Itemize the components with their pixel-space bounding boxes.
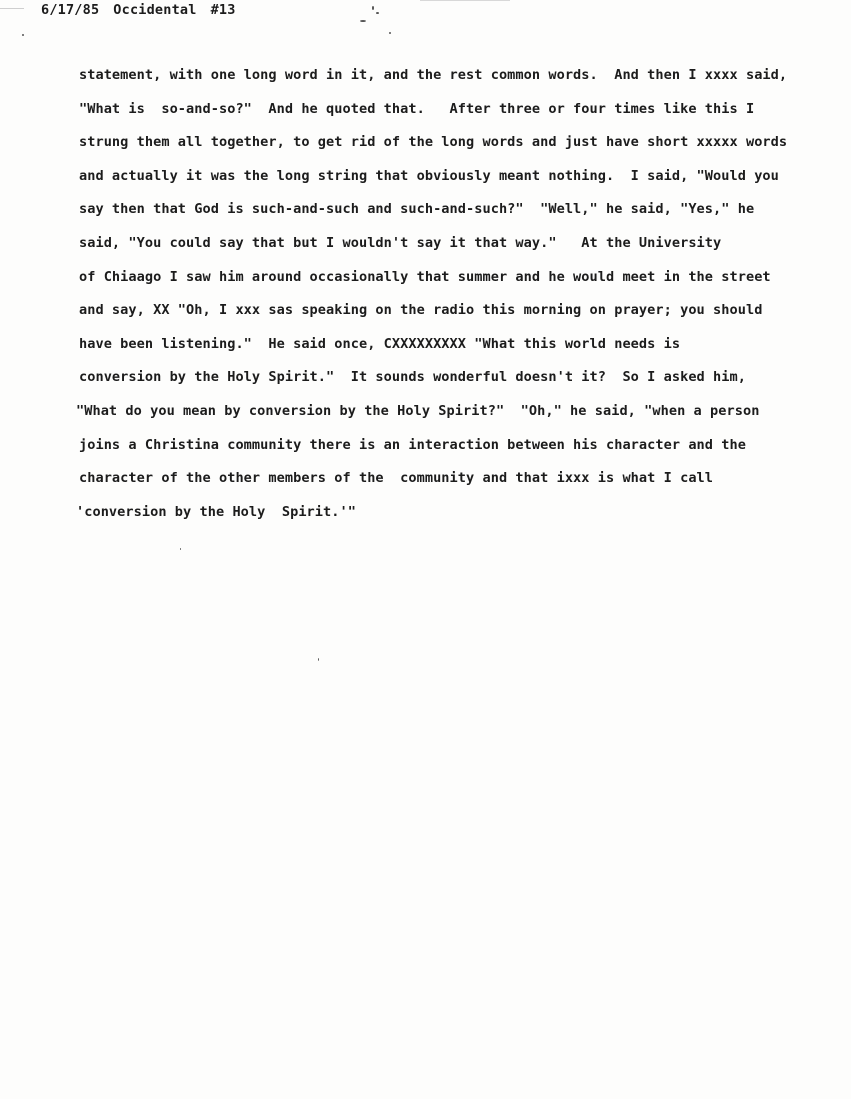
scan-speck [389, 32, 391, 34]
header-page-number: #13 [210, 2, 236, 18]
body-line-7: of Chiaago I saw him around occasionally that summer and he would meet in the street [79, 268, 771, 285]
body-line-3: strung them all together, to get rid of the long words and just have short xxxxx words [79, 134, 788, 151]
body-line-8: and say, XX "Oh, I xxx sas speaking on the radio this morning on prayer; you should [79, 302, 763, 319]
body-line-1: statement, with one long word in it, and the rest common words. And then I xxxx said, [79, 67, 788, 83]
scan-speck [360, 20, 366, 22]
body-line-11: "What do you mean by conversion by the Holy Spirit?" "Oh," he said, "when a person [76, 402, 760, 419]
body-line-9: have been listening." He said once, CXXXXXXXXX "What this world needs is [79, 335, 681, 352]
document-body [76, 63, 819, 533]
scan-edge-mark [420, 0, 510, 1]
body-line-5: say then that God is such-and-such and such-and-such?" "Well," he said, "Yes," he [79, 201, 755, 218]
body-line-6: said, "You could say that but I wouldn't say it that way." At the University [79, 234, 722, 251]
scan-speck [22, 34, 24, 36]
header-date: 6/17/85 [41, 2, 100, 18]
body-line-2: "What is so-and-so?" And he quoted that. After three or four times like this I [79, 100, 755, 117]
scan-speck [318, 658, 319, 661]
body-line-14: 'conversion by the Holy Spirit.'" [76, 503, 356, 520]
body-line-12: joins a Christina community there is an interaction between his character and the [79, 436, 746, 453]
header-title: Occidental [113, 2, 197, 18]
scan-speck [376, 12, 379, 14]
scan-speck [372, 6, 374, 10]
page-header [41, 2, 250, 18]
scan-speck [180, 548, 181, 550]
scan-edge-mark [0, 8, 24, 9]
body-line-10: conversion by the Holy Spirit." It sounds wonderful doesn't it? So I asked him, [79, 369, 746, 386]
body-line-13: character of the other members of the community and that ixxx is what I call [79, 470, 714, 487]
body-line-4: and actually it was the long string that obviously meant nothing. I said, "Would you [79, 167, 779, 184]
